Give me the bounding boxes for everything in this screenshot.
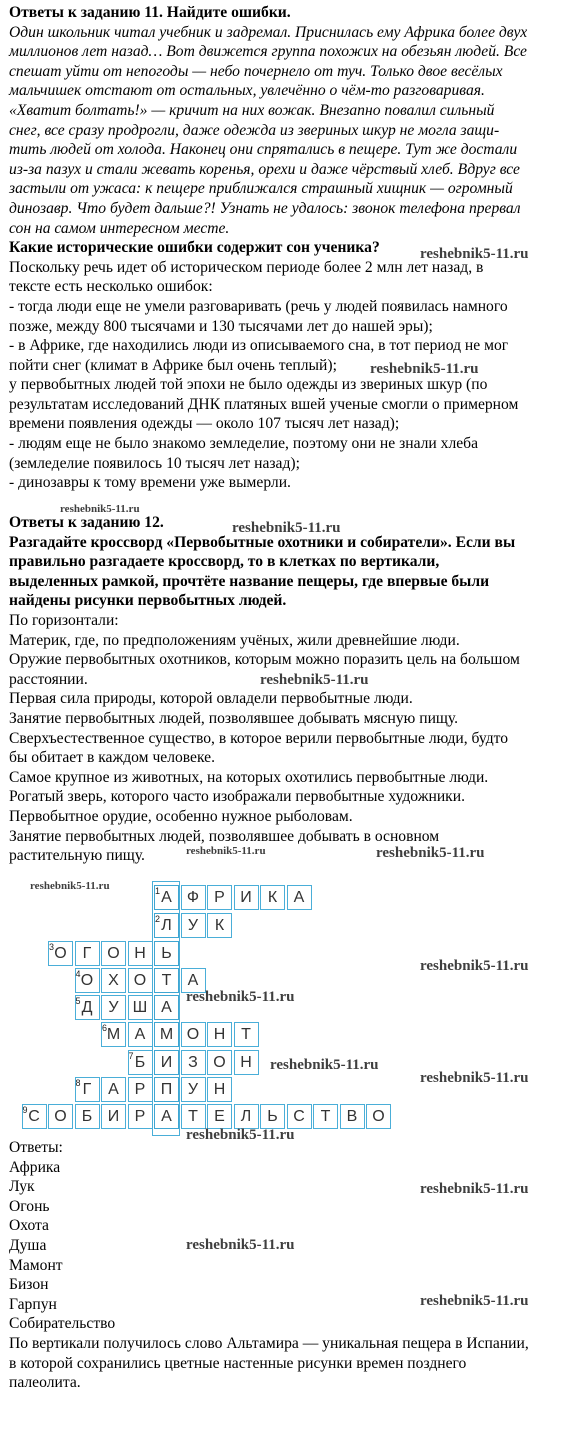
watermark: reshebnik5-11.ru: [232, 520, 341, 536]
crossword-cell: А: [154, 885, 179, 910]
story-line: мальчишек отстают от остальных, увлечённо о чём-то разговаривая.: [9, 82, 485, 100]
conclusion-line: палеолита.: [9, 1374, 81, 1392]
crossword-cell: Н: [234, 1050, 259, 1075]
crossword-cell: А: [101, 1077, 126, 1102]
crossword-number: 3: [49, 942, 55, 952]
answer-line: у первобытных людей той эпохи не было одежды из звериных шкур (по: [9, 376, 488, 394]
answer-item: Душа: [9, 1236, 47, 1254]
answer-item: Собирательство: [9, 1315, 116, 1333]
story-line: спешат уйти от непогоды — небо почернело от туч. Только двое весёлых: [9, 62, 503, 80]
answer-line: Поскольку речь идет об историческом периоде более 2 млн лет назад, в: [9, 258, 484, 276]
story-line: сон на самом интересном месте.: [9, 219, 230, 237]
watermark: reshebnik5-11.ru: [420, 958, 529, 974]
task11-story: [9, 23, 584, 239]
crossword-cell: Г: [75, 1077, 100, 1102]
crossword-cell: Г: [75, 941, 100, 966]
clue-line: Самое крупное из животных, на которых охотились первобытные люди.: [9, 768, 489, 786]
clue-line: Рогатый зверь, которого часто изображали первобытные художники.: [9, 788, 466, 806]
crossword-cell: М: [154, 1022, 179, 1047]
watermark: reshebnik5-11.ru: [420, 1181, 529, 1197]
crossword-cell: Ь: [260, 1104, 285, 1129]
crossword-number: 2: [155, 914, 161, 924]
crossword-cell: Б: [75, 1104, 100, 1129]
crossword-cell: О: [366, 1104, 391, 1129]
crossword-number: 4: [75, 969, 81, 979]
crossword-cell: П: [154, 1077, 179, 1102]
watermark: reshebnik5-11.ru: [270, 1057, 379, 1073]
crossword-cell: О: [48, 941, 73, 966]
crossword-cell: Н: [128, 941, 153, 966]
crossword-cell: А: [128, 1022, 153, 1047]
answer-line: (земледелие появилось 10 тысяч лет назад);: [9, 454, 300, 472]
crossword-cell: У: [181, 1077, 206, 1102]
watermark: reshebnik5-11.ru: [260, 672, 369, 688]
clue-line: расстоянии.: [9, 670, 88, 688]
crossword-cell: О: [48, 1104, 73, 1129]
crossword-cell: Ь: [154, 941, 179, 966]
crossword-cell: О: [101, 941, 126, 966]
vertical-keyword-frame: [152, 881, 180, 1136]
crossword-cell: К: [260, 885, 285, 910]
crossword-cell: З: [181, 1050, 206, 1075]
story-line: застыли от ужаса: к пещере приближался страшный хищник — огромный: [9, 180, 513, 198]
crossword-cell: О: [207, 1050, 232, 1075]
crossword-number: 5: [75, 996, 81, 1006]
clue-line: Материк, где, по предположениям учёных, жили древнейшие люди.: [9, 631, 460, 649]
conclusion-line: По вертикали получилось слово Альтамира — уникальная пещера в Испании,: [9, 1334, 529, 1352]
answer-line: - людям еще не было знакомо земледелие, поэтому они не знали хлеба: [9, 435, 479, 453]
watermark: reshebnik5-11.ru: [30, 880, 110, 892]
answer-item: Бизон: [9, 1276, 49, 1294]
story-line: Один школьник читал учебник и задремал. Приснилась ему Африка более двух: [9, 23, 528, 41]
crossword-number: 7: [128, 1051, 134, 1061]
answer-item: Огонь: [9, 1197, 50, 1215]
answer-item: Африка: [9, 1158, 61, 1176]
crossword-cell: Т: [181, 1104, 206, 1129]
crossword-cell: Н: [207, 1077, 232, 1102]
clue-line: Занятие первобытных людей, позволявшее добывать в основном: [9, 827, 440, 845]
crossword-cell: Х: [101, 968, 126, 993]
story-line: «Хватит болтать!» — кричит на них вожак. Внезапно повалил сильный: [9, 101, 495, 119]
crossword-cell: У: [181, 913, 206, 938]
watermark: reshebnik5-11.ru: [186, 1127, 295, 1143]
crossword-cell: А: [154, 1104, 179, 1129]
crossword-number: 8: [75, 1078, 81, 1088]
crossword-cell: Р: [128, 1104, 153, 1129]
answers-section: [9, 1138, 584, 1393]
crossword-cell: М: [101, 1022, 126, 1047]
story-line: тить людей от холода. Наконец они спрятались в пещере. Тут же достали: [9, 141, 518, 159]
story-line: из-за пазух и стали жевать коренья, орехи и даже чёрствый хлеб. Вдруг все: [9, 160, 520, 178]
crossword-cell: Л: [234, 1104, 259, 1129]
conclusion-line: в которой сохранились цветные настенные рисунки времен позднего: [9, 1354, 467, 1372]
task11-heading: Ответы к заданию 11. Найдите ошибки.: [9, 4, 291, 21]
crossword-cell: Т: [234, 1022, 259, 1047]
answer-item: Гарпун: [9, 1295, 57, 1313]
watermark: reshebnik5-11.ru: [420, 1293, 529, 1309]
clue-line: бы обитает в каждом человеке.: [9, 749, 215, 767]
across-title: По горизонтали:: [9, 611, 119, 629]
watermark: reshebnik5-11.ru: [186, 1237, 295, 1253]
task11-question: Какие исторические ошибки содержит сон ученика?: [9, 239, 380, 257]
crossword-cell: Б: [128, 1050, 153, 1075]
clue-line: Первая сила природы, которой овладели первобытные люди.: [9, 690, 413, 708]
clue-line: Оружие первобытных охотников, которым можно поразить цель на большом: [9, 651, 520, 669]
watermark: reshebnik5-11.ru: [420, 246, 529, 262]
crossword-number: 1: [155, 886, 161, 896]
watermark: reshebnik5-11.ru: [60, 503, 140, 515]
crossword-cell: Е: [207, 1104, 232, 1129]
task12-heading: Ответы к заданию 12.: [9, 514, 164, 531]
crossword-cell: И: [234, 885, 259, 910]
clue-line: Первобытное орудие, особенно нужное рыболовам.: [9, 807, 353, 825]
answers-title: Ответы:: [9, 1139, 63, 1156]
crossword-cell: Д: [75, 995, 100, 1020]
answer-line: тексте есть несколько ошибок:: [9, 278, 213, 296]
crossword-cell: В: [340, 1104, 365, 1129]
crossword-cell: С: [22, 1104, 47, 1129]
instruction-line: выделенных рамкой, прочтёте название пещеры, где впервые были: [9, 572, 490, 590]
crossword-cell: Т: [154, 968, 179, 993]
crossword-cell: С: [287, 1104, 312, 1129]
crossword-cell: У: [101, 995, 126, 1020]
answer-line: позже, между 800 тысячами и 130 тысячами лет до нашей эры);: [9, 317, 433, 335]
answer-line: времени появления одежды — около 107 тысяч лет назад);: [9, 415, 400, 433]
answer-item: Лук: [9, 1178, 35, 1196]
answer-item: Охота: [9, 1217, 49, 1235]
crossword-number: 9: [22, 1105, 28, 1115]
task12-section: [9, 513, 584, 866]
watermark: reshebnik5-11.ru: [376, 845, 485, 861]
watermark: reshebnik5-11.ru: [186, 845, 266, 857]
crossword-cell: А: [287, 885, 312, 910]
crossword-cell: О: [181, 1022, 206, 1047]
watermark: reshebnik5-11.ru: [420, 1070, 529, 1086]
crossword-cell: О: [128, 968, 153, 993]
instruction-line: Разгадайте кроссворд «Первобытные охотники и собиратели». Если вы: [9, 533, 516, 551]
story-line: динозавр. Что будет дальше?! Узнать не удалось: звонок телефона прервал: [9, 199, 521, 217]
crossword-cell: Р: [207, 885, 232, 910]
story-line: миллионов лет назад… Вот движется группа похожих на обезьян людей. Все: [9, 43, 527, 61]
answer-line: - динозавры к тому времени уже вымерли.: [9, 474, 291, 492]
answer-line: - тогда люди еще не умели разговаривать (речь у людей появилась намного: [9, 297, 508, 315]
watermark: reshebnik5-11.ru: [370, 361, 479, 377]
crossword-cell: К: [207, 913, 232, 938]
instruction-line: найдены рисунки первобытных людей.: [9, 592, 287, 610]
instruction-line: правильно разгадаете кроссворд, то в клетках по вертикали,: [9, 553, 440, 571]
crossword-cell: И: [154, 1050, 179, 1075]
task11-answer: [9, 258, 584, 493]
watermark: reshebnik5-11.ru: [186, 989, 295, 1005]
crossword-cell: Н: [207, 1022, 232, 1047]
crossword-cell: А: [181, 968, 206, 993]
crossword-cell: Ф: [181, 885, 206, 910]
crossword-cell: И: [101, 1104, 126, 1129]
clue-line: Сверхъестественное существо, в которое верили первобытные люди, будто: [9, 729, 509, 747]
clue-line: Занятие первобытных людей, позволявшее добывать мясную пищу.: [9, 709, 459, 727]
answer-line: - в Африке, где находились люди из описываемого сна, в тот период не мог: [9, 337, 509, 355]
crossword-number: 6: [102, 1023, 108, 1033]
crossword-cell: Л: [154, 913, 179, 938]
crossword-cell: Т: [313, 1104, 338, 1129]
crossword-cell: О: [75, 968, 100, 993]
crossword-cell: Р: [128, 1077, 153, 1102]
crossword-cell: Ш: [128, 995, 153, 1020]
clue-line: растительную пищу.: [9, 847, 145, 865]
task12-instructions: [9, 533, 584, 611]
answer-item: Мамонт: [9, 1256, 63, 1274]
clue-list: [9, 631, 584, 866]
answer-line: результатам исследований ДНК платяных вшей ученые смогли о примерном: [9, 395, 519, 413]
answer-line: пойти снег (климат в Африке был очень теплый);: [9, 356, 337, 374]
story-line: снег, все сразу продрогли, даже одежда из звериных шкур не могла защи-: [9, 121, 500, 139]
crossword-cell: А: [154, 995, 179, 1020]
